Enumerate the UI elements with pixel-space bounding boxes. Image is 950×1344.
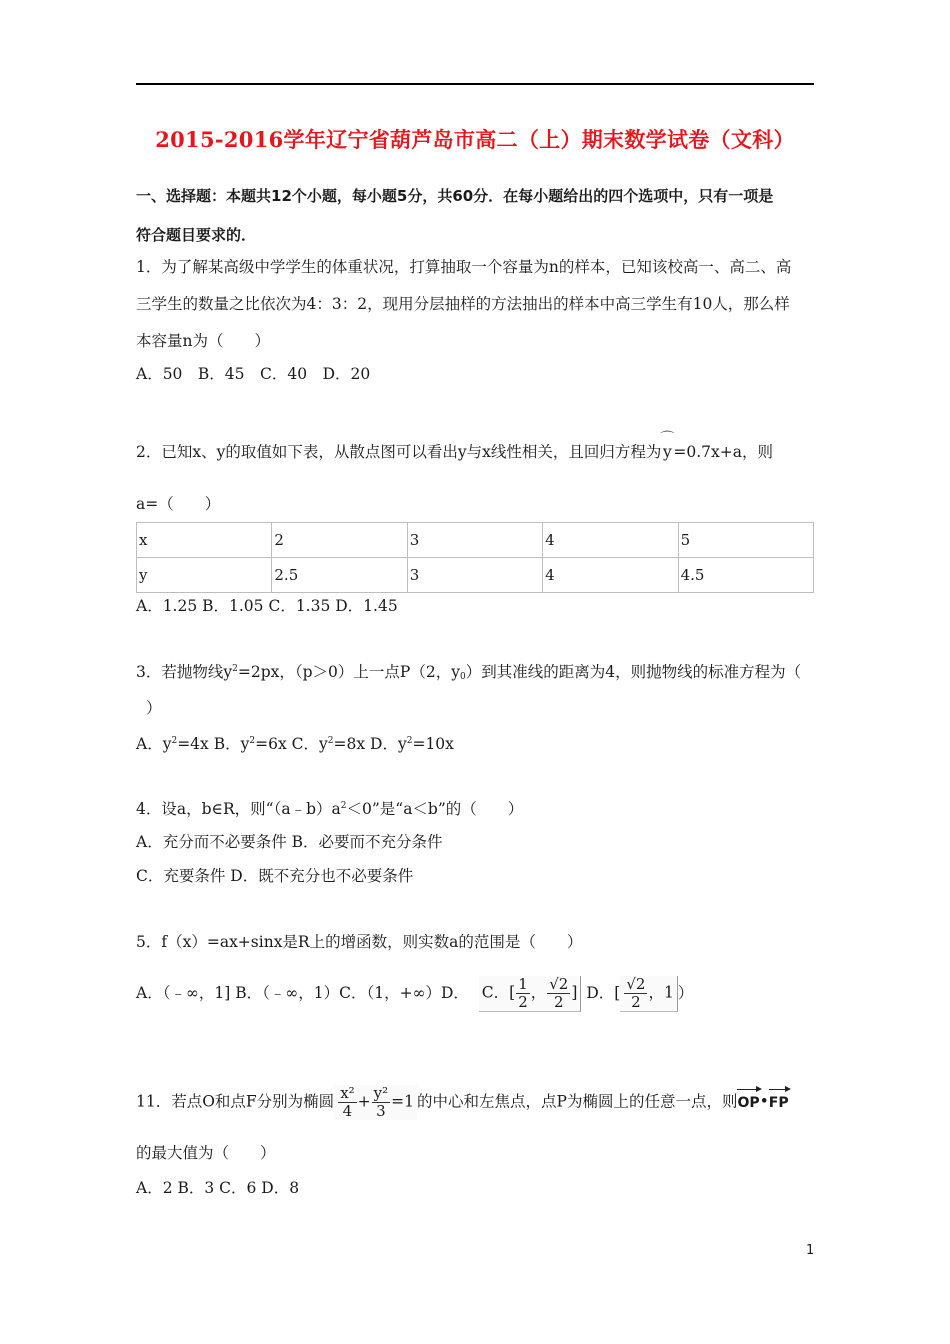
dot-product-symbol: • [759,1092,769,1111]
xy-value-table [136,522,814,593]
table-cell: 3 [407,523,542,558]
table-cell: 4 [543,523,678,558]
q4-options-cd: C．充要条件 D．既不充分也不必要条件 [136,867,414,885]
fraction: $\frac{1}{2}$ [518,975,528,1011]
vector-fp: FP [768,1094,789,1111]
q11-line1: 11．若点O和点F分别为椭圆 $\frac{\text{x²}}{4}$ + $\frac{\text{y²}}{3}$ =1 的中心和左焦点，点P为椭圆上的任意一点，则OP•FP [136,1084,789,1120]
vector-op: OP [737,1094,760,1111]
ellipse-equation: $\frac{\text{x²}}{4}$ + $\frac{\text{y²}}{3}$ =1 [334,1085,417,1120]
table-cell: 4 [543,558,678,593]
table-row-y [137,558,814,593]
table-cell: 4.5 [678,558,813,593]
q1-line3: 本容量n为（ ） [136,332,270,350]
table-row-x [137,523,814,558]
q1-options: A．50 B．45 C．40 D．20 [136,365,371,383]
q2-text-a: 2．已知x、y的取值如下表，从散点图可以看出y与x线性相关，且回归方程为 [136,443,662,461]
q11-line2: 的最大值为（ ） [136,1144,276,1162]
fraction: $\frac{√2}{2}$ [549,975,569,1011]
q4-options-ab: A．充分而不必要条件 B．必要而不充分条件 [136,833,443,851]
fraction: $\frac{√2}{2}$ [626,975,646,1011]
option-c-formula: C．[ $\frac{1}{2}$ ， $\frac{√2}{2}$ ] [479,976,582,1012]
q2-text-b: =0.7x+a，则 [673,443,773,461]
q2-line2: a=（ ） [136,495,221,513]
option-d-formula: $\frac{√2}{2}$ ，1 [620,976,678,1012]
y-hat-symbol: ⌒ y [660,431,675,461]
table-cell: y [137,558,272,593]
table-cell: x [137,523,272,558]
q5-options: A．（﹣∞，1] B．（﹣∞，1）C．（1，+∞）D． C．[ $\frac{1}{2}$ ， $\frac{√2}{2}$ ] D．[ $\frac{√2}{2}$ ，1 ） [136,975,694,1011]
q11-options: A．2 B．3 C．6 D．8 [136,1179,300,1197]
header-rule [136,83,814,85]
q1-line2: 三学生的数量之比依次为4：3：2，现用分层抽样的方法抽出的样本中高三学生有10人，那么样 [136,295,790,313]
section-heading-line1: 一、选择题：本题共12个小题，每小题5分，共60分．在每小题给出的四个选项中，只有一项是 [136,187,774,205]
q1-line1: 1．为了解某高级中学学生的体重状况，打算抽取一个容量为n的样本，已知该校高一、高二、高 [136,258,792,276]
table-cell: 3 [407,558,542,593]
q2-options: A．1.25 B．1.05 C．1.35 D．1.45 [136,597,398,615]
table-cell: 2 [272,523,407,558]
page-title: 2015-2016学年辽宁省葫芦岛市高二（上）期末数学试卷（文科） [155,127,795,152]
q3-options: A．$y^2=4x$ B．$y^2=6x$ C．$y^2=8x$ D．$y^2=10x$ [136,735,454,753]
page-number: 1 [806,1243,815,1258]
hat-icon: ⌒ [660,431,675,447]
q3-line2: ） [146,699,162,717]
table-cell: 2.5 [272,558,407,593]
q4-line1: 4．设a，b∈R，则“$(a﹣b)a^2<0$”是“a＜b”的（ ） [136,800,524,818]
table-cell: 5 [678,523,813,558]
q3-line1: 3．若抛物线$y^2=2px$，（p＞0）上一点P（2，$y_0$）到其准线的距离为4，则抛物线的标准方程为（ [136,663,802,682]
fraction: $\frac{\text{y²}}{3}$ [373,1084,389,1120]
fraction: $\frac{\text{x²}}{4}$ [340,1084,355,1120]
q5-line1: 5．f（x）=ax+sinx是R上的增函数，则实数a的范围是（ ） [136,933,583,951]
section-heading-line2: 符合题目要求的． [136,226,257,244]
q2-line1 [136,431,773,462]
